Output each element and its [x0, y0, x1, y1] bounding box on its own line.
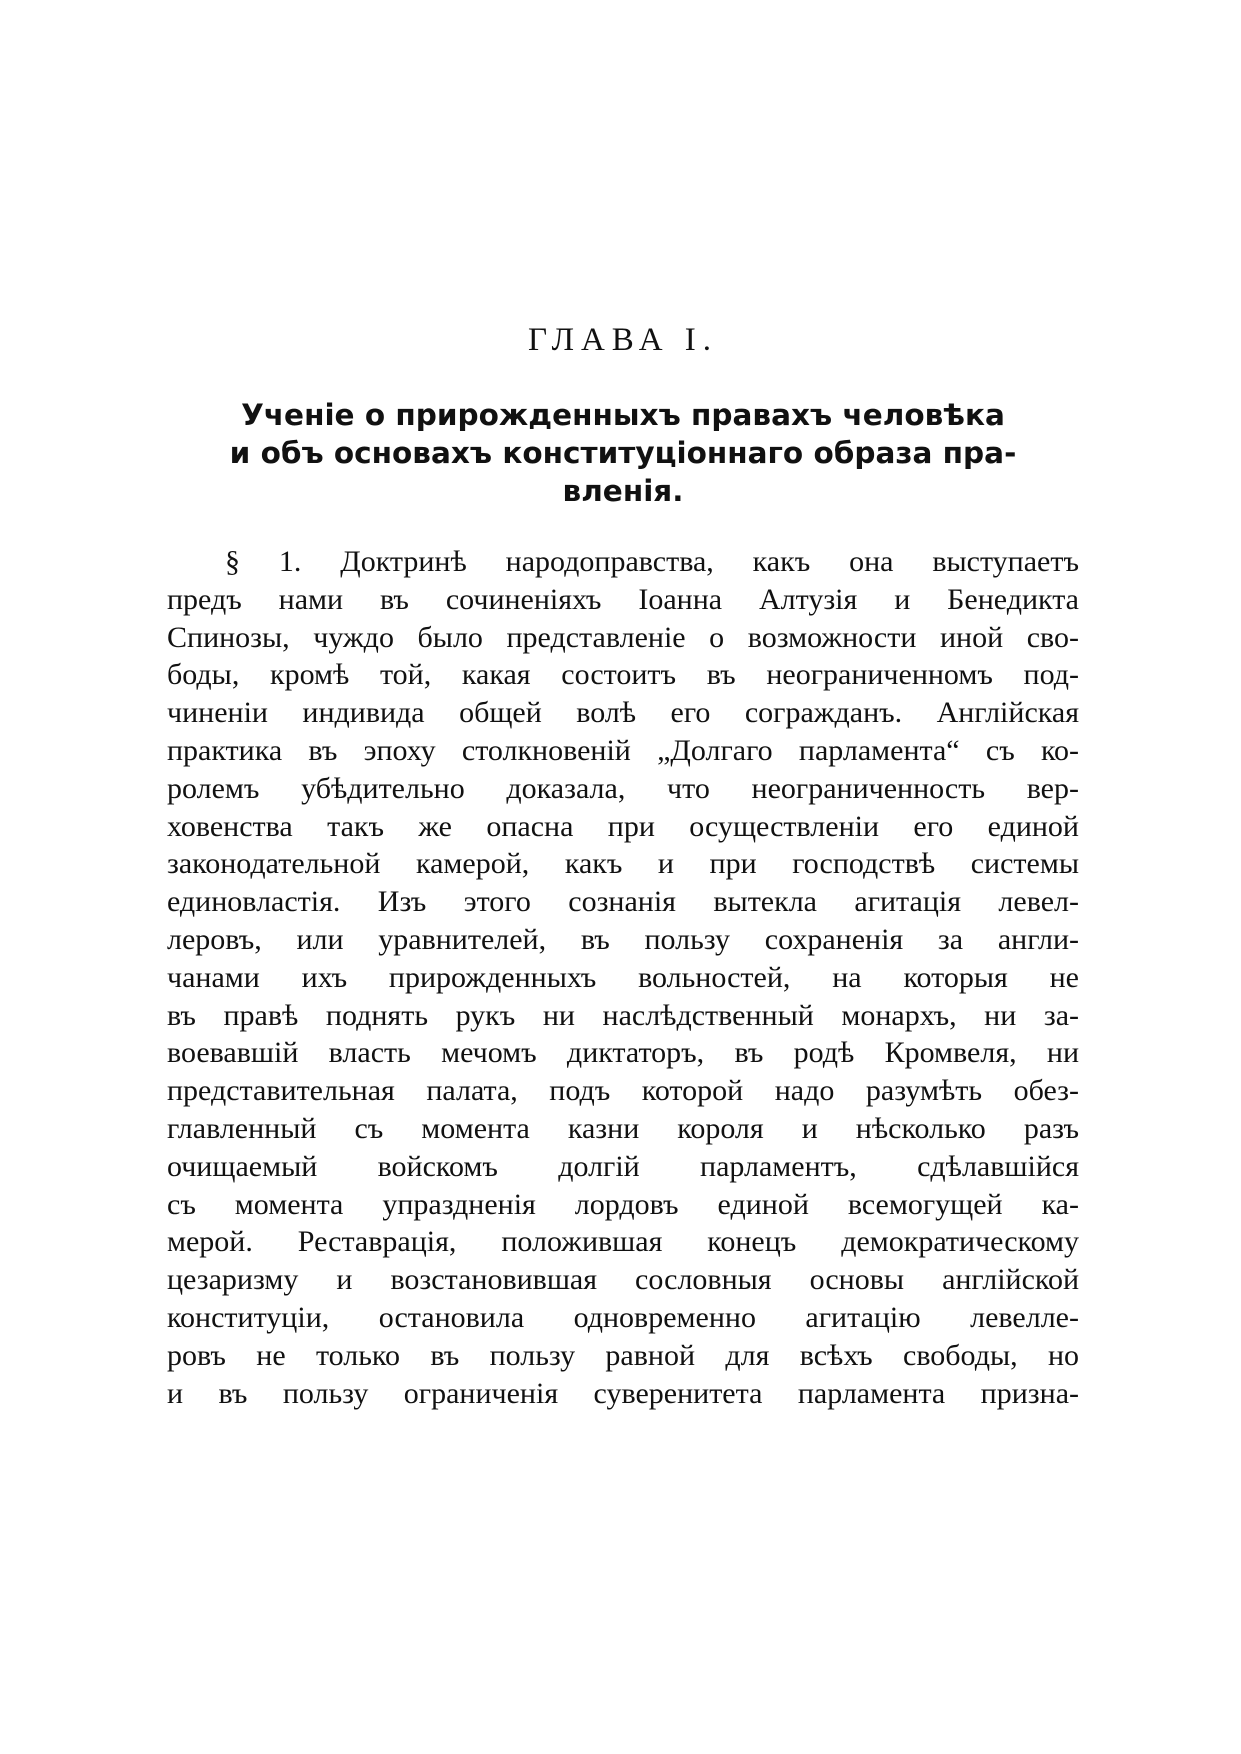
text-line: § 1. Доктринѣ народоправства, какъ она выступаетъ	[225, 545, 1079, 578]
text-line: представительная палата, подъ которой надо разумѣть обез-	[167, 1074, 1079, 1108]
text-line: Спинозы, чуждо было представленіе о возможности иной сво-	[167, 620, 1079, 654]
chapter-title-line: вленія.	[562, 474, 684, 508]
text-line: мерой. Реставрація, положившая конецъ демократическому	[167, 1225, 1079, 1259]
chapter-title	[167, 396, 1079, 510]
text-line: ховенства такъ же опасна при осуществленіи его единой	[167, 809, 1079, 843]
text-line: практика въ эпоху столкновеній „Долгаго парламента“ съ ко-	[167, 733, 1079, 767]
text-line: и въ пользу ограниченія суверенитета парламента призна-	[167, 1376, 1079, 1410]
text-line: боды, кромѣ той, какая состоитъ въ неограниченномъ под-	[167, 658, 1079, 692]
text-line: предъ нами въ сочиненіяхъ Іоанна Алтузія и Бенедикта	[167, 582, 1079, 616]
text-line: чанами ихъ прирожденныхъ вольностей, на которыя не	[167, 960, 1079, 994]
text-line: ровъ не только въ пользу равной для всѣхъ свободы, но	[167, 1338, 1079, 1372]
text-line: ролемъ убѣдительно доказала, что неограниченность вер-	[167, 771, 1079, 805]
text-line: леровъ, или уравнителей, въ пользу сохраненія за англи-	[167, 922, 1079, 956]
text-line: воевавшій власть мечомъ диктаторъ, въ родѣ Кромвеля, ни	[167, 1036, 1079, 1070]
text-line: единовластія. Изъ этого сознанія вытекла агитація левел-	[167, 885, 1079, 919]
body-paragraph	[167, 543, 1079, 1412]
chapter-title-line: и объ основахъ конституціоннаго образа пра-	[229, 436, 1017, 470]
book-page	[167, 0, 1079, 1754]
chapter-title-line: Ученіе о прирожденныхъ правахъ человѣка	[241, 398, 1005, 432]
text-line: очищаемый войскомъ долгій парламентъ, сдѣлавшійся	[167, 1149, 1079, 1183]
text-line: чиненіи индивида общей волѣ его согражданъ. Англійская	[167, 696, 1079, 730]
text-line: въ правѣ поднять рукъ ни наслѣдственный монархъ, ни за-	[167, 998, 1079, 1032]
text-line: законодательной камерой, какъ и при господствѣ системы	[167, 847, 1079, 881]
text-line: конституціи, остановила одновременно агитацію левелле-	[167, 1300, 1079, 1334]
chapter-label: ГЛАВА I.	[527, 322, 719, 358]
text-line: съ момента упраздненія лордовъ единой всемогущей ка-	[167, 1187, 1079, 1221]
text-line: цезаризму и возстановившая сословныя основы англійской	[167, 1263, 1079, 1297]
text-line: главленный съ момента казни короля и нѣсколько разъ	[167, 1111, 1079, 1145]
